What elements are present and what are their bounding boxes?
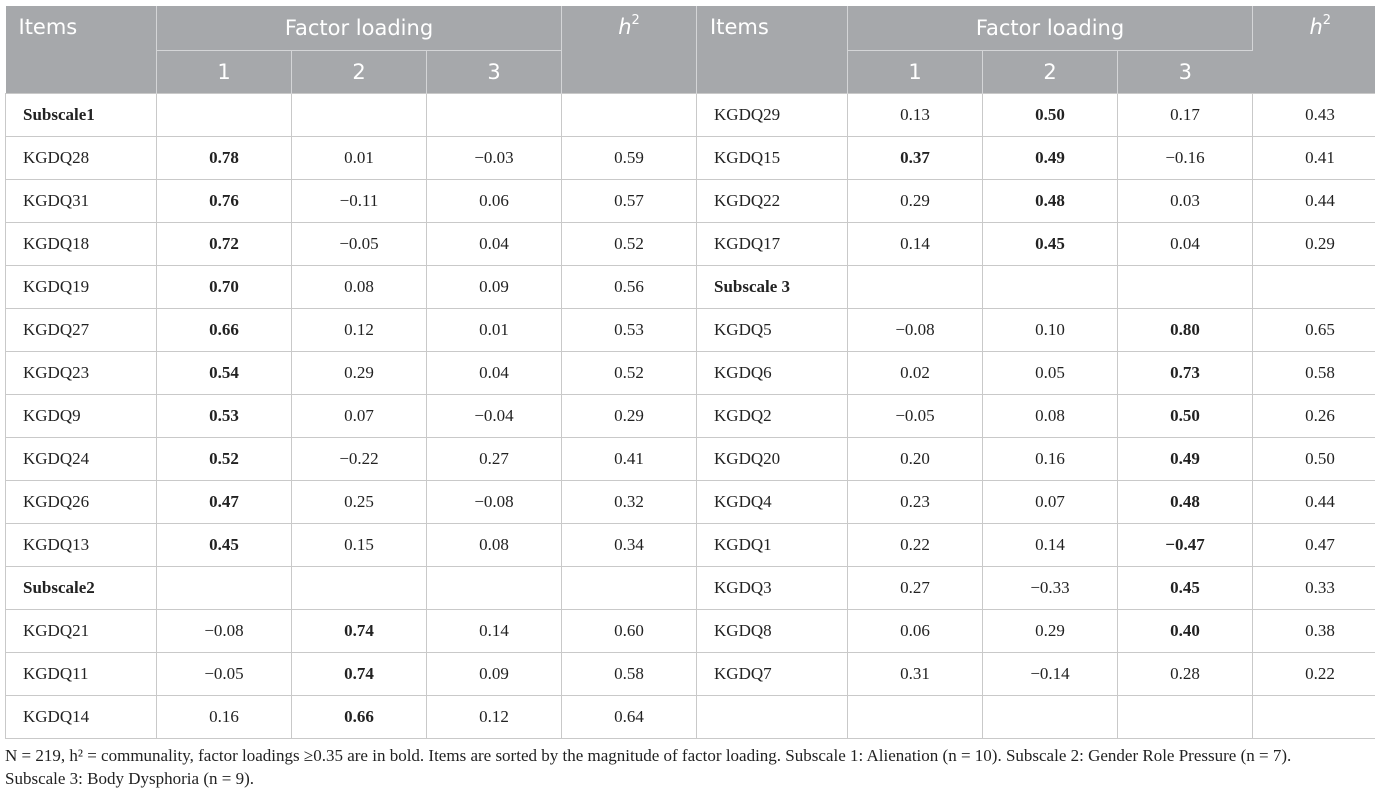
- factor-3-loading-cell: 0.45: [1118, 567, 1253, 610]
- factor-1-loading-cell: 0.52: [157, 438, 292, 481]
- factor-1-loading-cell: 0.22: [848, 524, 983, 567]
- factor-1-loading-cell: 0.20: [848, 438, 983, 481]
- factor-2-loading-cell: 0.01: [292, 137, 427, 180]
- table-row: [6, 524, 1375, 567]
- factor-3-loading-cell: 0.08: [427, 524, 562, 567]
- communality-cell: 0.65: [1253, 309, 1375, 352]
- factor-2-loading-cell: 0.29: [983, 610, 1118, 653]
- table-row: [6, 137, 1375, 180]
- table-header: [6, 6, 1375, 94]
- items-header-right: Items: [697, 6, 848, 94]
- factor-2-loading-cell: [292, 567, 427, 610]
- factor-3-loading-cell: 0.28: [1118, 653, 1253, 696]
- factor-1-loading-cell: 0.54: [157, 352, 292, 395]
- factor-3-loading-cell: 0.04: [427, 223, 562, 266]
- h2-header-label: h: [618, 15, 632, 39]
- factor-1-loading-cell: 0.31: [848, 653, 983, 696]
- table-row: [6, 438, 1375, 481]
- factor-2-loading-cell: 0.25: [292, 481, 427, 524]
- footnote-line-2: Subscale 3: Body Dysphoria (n = 9).: [5, 769, 254, 788]
- factor-2-loading-cell: 0.50: [983, 94, 1118, 137]
- factor-3-loading-cell: 0.40: [1118, 610, 1253, 653]
- communality-cell: 0.47: [1253, 524, 1375, 567]
- factor-2-loading-cell: 0.15: [292, 524, 427, 567]
- factor-3-loading-cell: 0.09: [427, 266, 562, 309]
- factor-2-loading-cell: 0.48: [983, 180, 1118, 223]
- factor-3-loading-cell: −0.03: [427, 137, 562, 180]
- factor-2-loading-cell: 0.29: [292, 352, 427, 395]
- factor-1-loading-cell: 0.14: [848, 223, 983, 266]
- factor-3-header-left: 3: [427, 51, 562, 94]
- table-row: [6, 180, 1375, 223]
- factor-1-loading-cell: 0.66: [157, 309, 292, 352]
- item-name-cell: KGDQ28: [6, 137, 157, 180]
- item-name-cell: KGDQ17: [697, 223, 848, 266]
- communality-cell: 0.58: [562, 653, 697, 696]
- factor-3-loading-cell: 0.03: [1118, 180, 1253, 223]
- factor-2-loading-cell: [983, 696, 1118, 739]
- factor-3-loading-cell: 0.73: [1118, 352, 1253, 395]
- factor-3-loading-cell: [1118, 266, 1253, 309]
- communality-cell: 0.32: [562, 481, 697, 524]
- factor-3-loading-cell: 0.17: [1118, 94, 1253, 137]
- table-footnote: [5, 744, 1370, 790]
- item-name-cell: KGDQ1: [697, 524, 848, 567]
- factor-2-loading-cell: 0.74: [292, 653, 427, 696]
- factor-2-loading-cell: −0.33: [983, 567, 1118, 610]
- factor-3-loading-cell: −0.04: [427, 395, 562, 438]
- table-row: [6, 610, 1375, 653]
- factor-1-loading-cell: 0.16: [157, 696, 292, 739]
- table-row: [6, 266, 1375, 309]
- factor-1-loading-cell: −0.08: [157, 610, 292, 653]
- h2-header-right: [1253, 6, 1375, 94]
- item-name-cell: KGDQ31: [6, 180, 157, 223]
- communality-cell: 0.41: [562, 438, 697, 481]
- item-name-cell: KGDQ27: [6, 309, 157, 352]
- communality-cell: 0.50: [1253, 438, 1375, 481]
- factor-2-loading-cell: −0.05: [292, 223, 427, 266]
- factor-2-loading-cell: −0.11: [292, 180, 427, 223]
- table-row: [6, 481, 1375, 524]
- communality-cell: 0.22: [1253, 653, 1375, 696]
- factor-2-loading-cell: 0.10: [983, 309, 1118, 352]
- factor-3-loading-cell: 0.50: [1118, 395, 1253, 438]
- communality-cell: 0.26: [1253, 395, 1375, 438]
- factor-3-loading-cell: 0.49: [1118, 438, 1253, 481]
- factor-3-loading-cell: 0.09: [427, 653, 562, 696]
- factor-2-loading-cell: 0.66: [292, 696, 427, 739]
- factor-1-loading-cell: 0.27: [848, 567, 983, 610]
- communality-cell: 0.59: [562, 137, 697, 180]
- factor-loading-table: [5, 6, 1375, 739]
- table-row: [6, 395, 1375, 438]
- communality-cell: 0.52: [562, 223, 697, 266]
- table-row: [6, 223, 1375, 266]
- factor-2-loading-cell: 0.08: [292, 266, 427, 309]
- factor-2-loading-cell: 0.16: [983, 438, 1118, 481]
- factor-3-loading-cell: 0.80: [1118, 309, 1253, 352]
- table-row: [6, 567, 1375, 610]
- communality-cell: 0.56: [562, 266, 697, 309]
- communality-cell: [562, 94, 697, 137]
- factor-2-loading-cell: [983, 266, 1118, 309]
- communality-cell: 0.41: [1253, 137, 1375, 180]
- item-name-cell: KGDQ18: [6, 223, 157, 266]
- item-name-cell: KGDQ8: [697, 610, 848, 653]
- table-body: [6, 94, 1375, 739]
- communality-cell: 0.64: [562, 696, 697, 739]
- communality-cell: [1253, 266, 1375, 309]
- item-name-cell: KGDQ24: [6, 438, 157, 481]
- factor-3-loading-cell: 0.04: [1118, 223, 1253, 266]
- communality-cell: 0.60: [562, 610, 697, 653]
- item-name-cell: KGDQ22: [697, 180, 848, 223]
- factor-2-loading-cell: −0.22: [292, 438, 427, 481]
- factor-1-loading-cell: [157, 94, 292, 137]
- factor-1-loading-cell: [848, 696, 983, 739]
- table-row: [6, 309, 1375, 352]
- item-name-cell: KGDQ13: [6, 524, 157, 567]
- factor-2-loading-cell: 0.05: [983, 352, 1118, 395]
- factor-3-loading-cell: 0.04: [427, 352, 562, 395]
- factor-2-loading-cell: 0.12: [292, 309, 427, 352]
- factor-loading-header-right: Factor loading: [848, 6, 1253, 51]
- factor-3-loading-cell: −0.08: [427, 481, 562, 524]
- factor-1-loading-cell: 0.78: [157, 137, 292, 180]
- factor-2-loading-cell: −0.14: [983, 653, 1118, 696]
- factor-1-loading-cell: −0.05: [157, 653, 292, 696]
- factor-3-loading-cell: 0.06: [427, 180, 562, 223]
- item-name-cell: KGDQ5: [697, 309, 848, 352]
- factor-1-loading-cell: −0.08: [848, 309, 983, 352]
- communality-cell: 0.33: [1253, 567, 1375, 610]
- factor-1-loading-cell: 0.23: [848, 481, 983, 524]
- factor-1-loading-cell: 0.76: [157, 180, 292, 223]
- item-name-cell: KGDQ4: [697, 481, 848, 524]
- item-name-cell: KGDQ6: [697, 352, 848, 395]
- factor-1-loading-cell: 0.37: [848, 137, 983, 180]
- item-name-cell: KGDQ14: [6, 696, 157, 739]
- h2-header-superscript: 2: [631, 13, 640, 28]
- item-name-cell: KGDQ19: [6, 266, 157, 309]
- factor-2-loading-cell: 0.07: [983, 481, 1118, 524]
- factor-2-loading-cell: 0.49: [983, 137, 1118, 180]
- communality-cell: 0.38: [1253, 610, 1375, 653]
- factor-loading-table-container: [5, 6, 1370, 739]
- table-row: [6, 696, 1375, 739]
- factor-1-header-right: 1: [848, 51, 983, 94]
- table-row: [6, 94, 1375, 137]
- item-name-cell: KGDQ3: [697, 567, 848, 610]
- item-name-cell: KGDQ21: [6, 610, 157, 653]
- item-name-cell: KGDQ29: [697, 94, 848, 137]
- factor-3-header-right: 3: [1118, 51, 1253, 94]
- footnote-line-1: N = 219, h² = communality, factor loadings ≥0.35 are in bold. Items are sorted by the magnitude of factor loading. Subscale 1: Alienation (n = 10). Subscale 2: Gender Role Pressure (n = 7).: [5, 746, 1292, 765]
- communality-cell: [562, 567, 697, 610]
- item-name-cell: KGDQ20: [697, 438, 848, 481]
- factor-2-loading-cell: 0.07: [292, 395, 427, 438]
- factor-3-loading-cell: −0.16: [1118, 137, 1253, 180]
- factor-1-loading-cell: 0.06: [848, 610, 983, 653]
- factor-1-loading-cell: [157, 567, 292, 610]
- factor-3-loading-cell: 0.27: [427, 438, 562, 481]
- factor-1-loading-cell: 0.72: [157, 223, 292, 266]
- communality-cell: 0.34: [562, 524, 697, 567]
- factor-2-loading-cell: 0.14: [983, 524, 1118, 567]
- factor-3-loading-cell: −0.47: [1118, 524, 1253, 567]
- item-name-cell: KGDQ9: [6, 395, 157, 438]
- factor-1-loading-cell: 0.13: [848, 94, 983, 137]
- subscale-label: Subscale1: [6, 94, 157, 137]
- h2-header-left: [562, 6, 697, 94]
- communality-cell: 0.29: [562, 395, 697, 438]
- factor-3-loading-cell: [427, 94, 562, 137]
- item-name-cell: KGDQ15: [697, 137, 848, 180]
- item-name-cell: KGDQ26: [6, 481, 157, 524]
- factor-1-loading-cell: 0.47: [157, 481, 292, 524]
- communality-cell: 0.44: [1253, 481, 1375, 524]
- communality-cell: [1253, 696, 1375, 739]
- factor-1-loading-cell: 0.53: [157, 395, 292, 438]
- factor-1-loading-cell: 0.29: [848, 180, 983, 223]
- factor-3-loading-cell: [427, 567, 562, 610]
- table-row: [6, 352, 1375, 395]
- factor-1-loading-cell: −0.05: [848, 395, 983, 438]
- item-name-cell: KGDQ11: [6, 653, 157, 696]
- header-row-1: [6, 6, 1375, 51]
- item-name-cell: KGDQ2: [697, 395, 848, 438]
- factor-3-loading-cell: 0.12: [427, 696, 562, 739]
- h2-header-label: h: [1309, 15, 1323, 39]
- subscale-label: Subscale2: [6, 567, 157, 610]
- factor-2-loading-cell: 0.45: [983, 223, 1118, 266]
- factor-2-loading-cell: 0.08: [983, 395, 1118, 438]
- factor-1-loading-cell: 0.45: [157, 524, 292, 567]
- factor-1-loading-cell: 0.02: [848, 352, 983, 395]
- item-name-cell: KGDQ7: [697, 653, 848, 696]
- factor-1-header-left: 1: [157, 51, 292, 94]
- communality-cell: 0.44: [1253, 180, 1375, 223]
- communality-cell: 0.43: [1253, 94, 1375, 137]
- communality-cell: 0.57: [562, 180, 697, 223]
- table-row: [6, 653, 1375, 696]
- communality-cell: 0.29: [1253, 223, 1375, 266]
- item-name-cell: [697, 696, 848, 739]
- factor-loading-header-left: Factor loading: [157, 6, 562, 51]
- factor-3-loading-cell: 0.48: [1118, 481, 1253, 524]
- communality-cell: 0.58: [1253, 352, 1375, 395]
- factor-3-loading-cell: [1118, 696, 1253, 739]
- factor-1-loading-cell: 0.70: [157, 266, 292, 309]
- factor-2-header-right: 2: [983, 51, 1118, 94]
- communality-cell: 0.52: [562, 352, 697, 395]
- h2-header-superscript: 2: [1322, 13, 1332, 28]
- items-header-left: Items: [6, 6, 157, 94]
- factor-3-loading-cell: 0.01: [427, 309, 562, 352]
- factor-2-loading-cell: [292, 94, 427, 137]
- factor-2-loading-cell: 0.74: [292, 610, 427, 653]
- factor-1-loading-cell: [848, 266, 983, 309]
- communality-cell: 0.53: [562, 309, 697, 352]
- factor-2-header-left: 2: [292, 51, 427, 94]
- item-name-cell: KGDQ23: [6, 352, 157, 395]
- factor-3-loading-cell: 0.14: [427, 610, 562, 653]
- subscale-label: Subscale 3: [697, 266, 848, 309]
